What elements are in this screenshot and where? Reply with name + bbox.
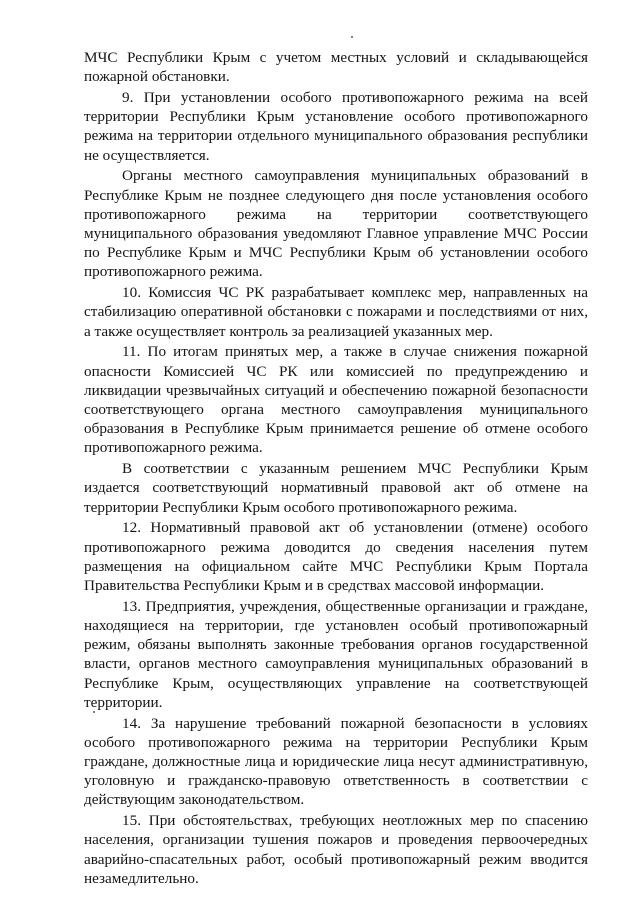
- scan-speck: [351, 36, 353, 38]
- paragraph-11: 11. По итогам принятых мер, а также в случае снижения пожарной опасности Комиссией ЧС РК или комиссией по предупреждению и ликвидации чрезвычайных ситуаций и обеспечению пожарной безопасности соответствующего органа местного самоуправления муниципального образования в Республике Крым принимается решение об отмене особого противопожарного режима.: [84, 343, 588, 457]
- paragraph-9: 9. При установлении особого противопожарного режима на всей территории Республики Крым установление особого противопожарного режима на территории отдельного муниципального образования республики не осуществляется.: [84, 89, 588, 164]
- paragraph-continuation: МЧС Республики Крым с учетом местных условий и складывающейся пожарной обстановки.: [84, 49, 588, 86]
- paragraph-15: 15. При обстоятельствах, требующих неотложных мер по спасению населения, организации тушения пожаров и проведения первоочередных аварийно-спасательных работ, особый противопожарный режим вводится незамедлительно.: [84, 812, 588, 887]
- paragraph-14: 14. За нарушение требований пожарной безопасности в условиях особого противопожарного режима на территории Республики Крым граждане, должностные лица и юридические лица несут административную, уголовную и гражданско-правовую ответственность в соответствии с действующим законодательством.: [84, 714, 588, 809]
- paragraph-9-local-authorities: Органы местного самоуправления муниципальных образований в Республике Крым не позднее следующего дня после установления особого противопожарного режима на территории соответствующего муниципального образования уведомляют Главное управление МЧС России по Республике Крым и МЧС Республики Крым об установлении особого противопожарного режима.: [84, 167, 588, 281]
- paragraph-13: 13. Предприятия, учреждения, общественные организации и граждане, находящиеся на территории, где установлен особый противопожарный режим, обязаны выполнять законные требования органов государственной власти, органов местного самоуправления муниципальных образований в Республике Крым, осуществляющих управление на соответствующей территории.: [84, 597, 588, 711]
- paragraph-11-decision: В соответствии с указанным решением МЧС Республики Крым издается соответствующий нормативный правовой акт об отмене на территории Республики Крым особого противопожарного режима.: [84, 460, 588, 516]
- document-body: [84, 48, 588, 890]
- paragraph-10: 10. Комиссия ЧС РК разрабатывает комплекс мер, направленных на стабилизацию оперативной обстановки с пожарами и последствиями от них, а также осуществляет контроль за реализацией указанных мер.: [84, 284, 588, 340]
- paragraph-12: 12. Нормативный правовой акт об установлении (отмене) особого противопожарного режима доводится до сведения населения путем размещения на официальном сайте МЧС Республики Крым Портала Правительства Республики Крым и в средствах массовой информации.: [84, 519, 588, 595]
